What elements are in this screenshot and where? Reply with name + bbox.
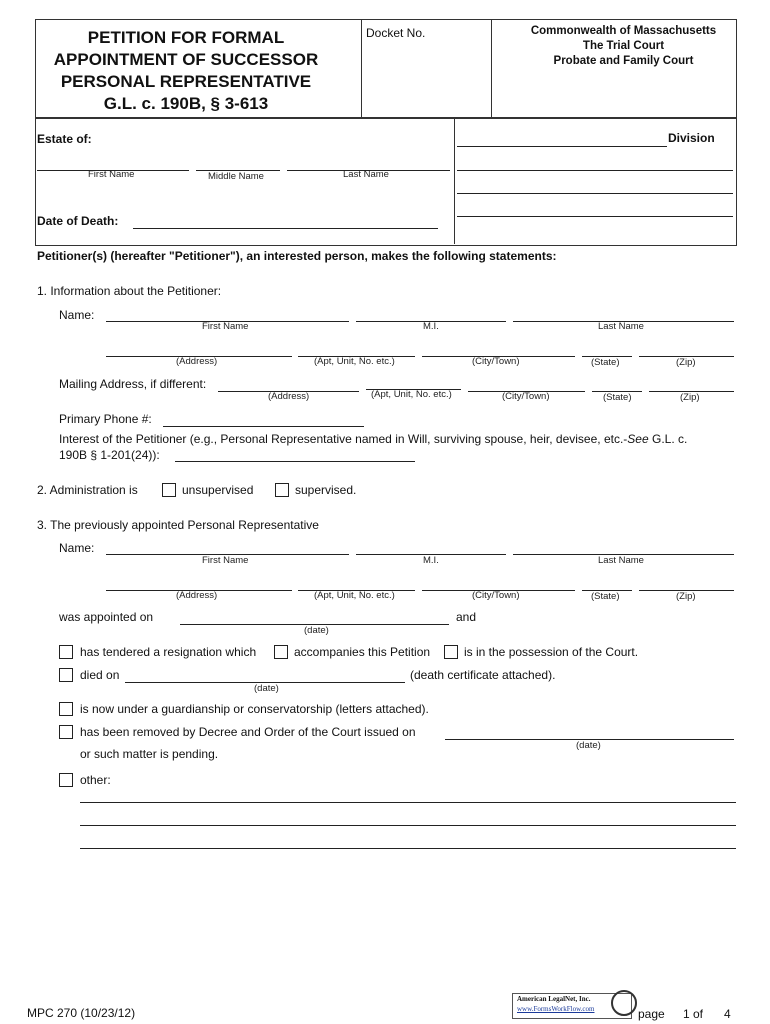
mailing-apt-caption: (Apt, Unit, No. etc.) <box>371 389 452 400</box>
decedent-middle-name-caption: Middle Name <box>208 171 264 182</box>
accompanies-petition-checkbox[interactable] <box>274 645 288 659</box>
estate-box <box>35 117 737 246</box>
guardianship-checkbox[interactable] <box>59 702 73 716</box>
estate-divider <box>454 117 455 244</box>
prior-pr-address-caption: (Address) <box>176 590 218 601</box>
decedent-last-name-caption: Last Name <box>343 169 389 180</box>
section3-heading: 3. The previously appointed Personal Representative <box>37 518 319 532</box>
form-title-line-1: PETITION FOR FORMAL <box>87 28 285 47</box>
unsupervised-checkbox[interactable] <box>162 483 176 497</box>
died-on-label: died on <box>80 668 120 682</box>
petitioner-last-name-caption: Last Name <box>598 321 644 332</box>
unsupervised-label: unsupervised <box>182 483 254 497</box>
supervised-label: supervised. <box>295 483 357 497</box>
other-checkbox[interactable] <box>59 773 73 787</box>
division-field[interactable] <box>457 146 667 147</box>
division-line-2[interactable] <box>457 170 733 171</box>
court-line-3: Probate and Family Court <box>553 55 694 67</box>
petitioner-first-name-caption: First Name <box>202 321 249 332</box>
administration-label: 2. Administration is <box>37 483 138 497</box>
interest-text-line-1 <box>59 432 687 446</box>
petitioner-address-caption: (Address) <box>176 356 218 367</box>
died-on-checkbox[interactable] <box>59 668 73 682</box>
mailing-address-label: Mailing Address, if different: <box>59 377 207 391</box>
prior-pr-city-caption: (City/Town) <box>472 590 520 601</box>
supervised-checkbox[interactable] <box>275 483 289 497</box>
decedent-first-name-caption: First Name <box>88 169 135 180</box>
resignation-label: has tendered a resignation which <box>80 645 257 659</box>
form-title-line-3: PERSONAL REPRESENTATIVE <box>60 72 312 91</box>
prior-pr-last-name-caption: Last Name <box>598 555 644 566</box>
petitioner-apt-caption: (Apt, Unit, No. etc.) <box>314 356 395 367</box>
pending-label: or such matter is pending. <box>80 747 219 761</box>
page-total: 4 <box>724 1007 731 1021</box>
accompanies-petition-label: accompanies this Petition <box>294 645 431 659</box>
of-label: of <box>693 1007 704 1021</box>
division-line-3[interactable] <box>457 193 733 194</box>
docket-field[interactable] <box>366 42 488 112</box>
other-line-2[interactable] <box>80 825 736 826</box>
court-line-2: The Trial Court <box>582 40 665 52</box>
interest-field[interactable] <box>175 461 415 462</box>
other-line-3[interactable] <box>80 848 736 849</box>
possession-of-court-checkbox[interactable] <box>444 645 458 659</box>
court-line-1: Commonwealth of Massachusetts <box>530 25 717 37</box>
interest-text-b: G.L. c. <box>648 432 688 446</box>
appointed-on-label: was appointed on <box>59 610 154 624</box>
guardianship-label: is now under a guardianship or conservatorship (letters attached). <box>80 702 429 716</box>
form-id: MPC 270 (10/23/12) <box>27 1006 136 1020</box>
petitioner-zip-caption: (Zip) <box>676 357 696 368</box>
removed-checkbox[interactable] <box>59 725 73 739</box>
publisher-name: American LegalNet, Inc. <box>517 995 591 1003</box>
publisher-seal-icon <box>611 990 637 1016</box>
primary-phone-label: Primary Phone #: <box>59 412 152 426</box>
page-number: 1 <box>683 1007 690 1021</box>
form-title-line-4: G.L. c. 190B, § 3-613 <box>103 94 269 113</box>
prior-pr-apt-caption: (Apt, Unit, No. etc.) <box>314 590 395 601</box>
prior-pr-first-name-caption: First Name <box>202 555 249 566</box>
removed-date-caption: (date) <box>576 740 601 751</box>
prior-pr-name-label: Name: <box>59 541 95 555</box>
petitioner-city-caption: (City/Town) <box>472 356 520 367</box>
primary-phone-field[interactable] <box>163 426 364 427</box>
date-of-death-field[interactable] <box>133 228 438 229</box>
died-on-date-caption: (date) <box>254 683 279 694</box>
possession-of-court-label: is in the possession of the Court. <box>464 645 639 659</box>
petitioner-name-label: Name: <box>59 308 95 322</box>
section1-heading: 1. Information about the Petitioner: <box>37 284 222 298</box>
death-certificate-label: (death certificate attached). <box>410 668 556 682</box>
estate-of-label: Estate of: <box>37 132 92 146</box>
other-label: other: <box>80 773 111 787</box>
mailing-state-caption: (State) <box>603 392 632 403</box>
prior-pr-zip-caption: (Zip) <box>676 591 696 602</box>
petitioner-mi-caption: M.I. <box>423 321 439 332</box>
removed-label: has been removed by Decree and Order of the Court issued on <box>80 725 416 739</box>
intro-statement: Petitioner(s) (hereafter "Petitioner"), an interested person, makes the following statements: <box>37 249 557 263</box>
header-divider-1 <box>361 19 362 117</box>
interest-text-a: Interest of the Petitioner (e.g., Personal Representative named in Will, surviving spouse, heir, devisee, etc.- <box>59 432 628 446</box>
page-label: page <box>638 1007 665 1021</box>
date-of-death-label: Date of Death: <box>37 214 119 228</box>
prior-pr-mi-caption: M.I. <box>423 555 439 566</box>
appointed-on-date-caption: (date) <box>304 625 329 636</box>
prior-pr-state-caption: (State) <box>591 591 620 602</box>
mailing-city-caption: (City/Town) <box>502 391 550 402</box>
mailing-address-caption: (Address) <box>268 391 310 402</box>
petitioner-state-caption: (State) <box>591 357 620 368</box>
interest-see: See <box>627 432 649 446</box>
docket-label: Docket No. <box>366 26 426 40</box>
form-title-line-2: APPOINTMENT OF SUCCESSOR <box>53 50 319 69</box>
division-label: Division <box>668 131 715 145</box>
publisher-url[interactable]: www.FormsWorkFlow.com <box>517 1005 595 1013</box>
interest-text-line-2: 190B § 1-201(24)): <box>59 448 160 462</box>
division-line-4[interactable] <box>457 216 733 217</box>
and-label: and <box>456 610 477 624</box>
mailing-zip-caption: (Zip) <box>680 392 700 403</box>
other-line-1[interactable] <box>80 802 736 803</box>
resignation-checkbox[interactable] <box>59 645 73 659</box>
